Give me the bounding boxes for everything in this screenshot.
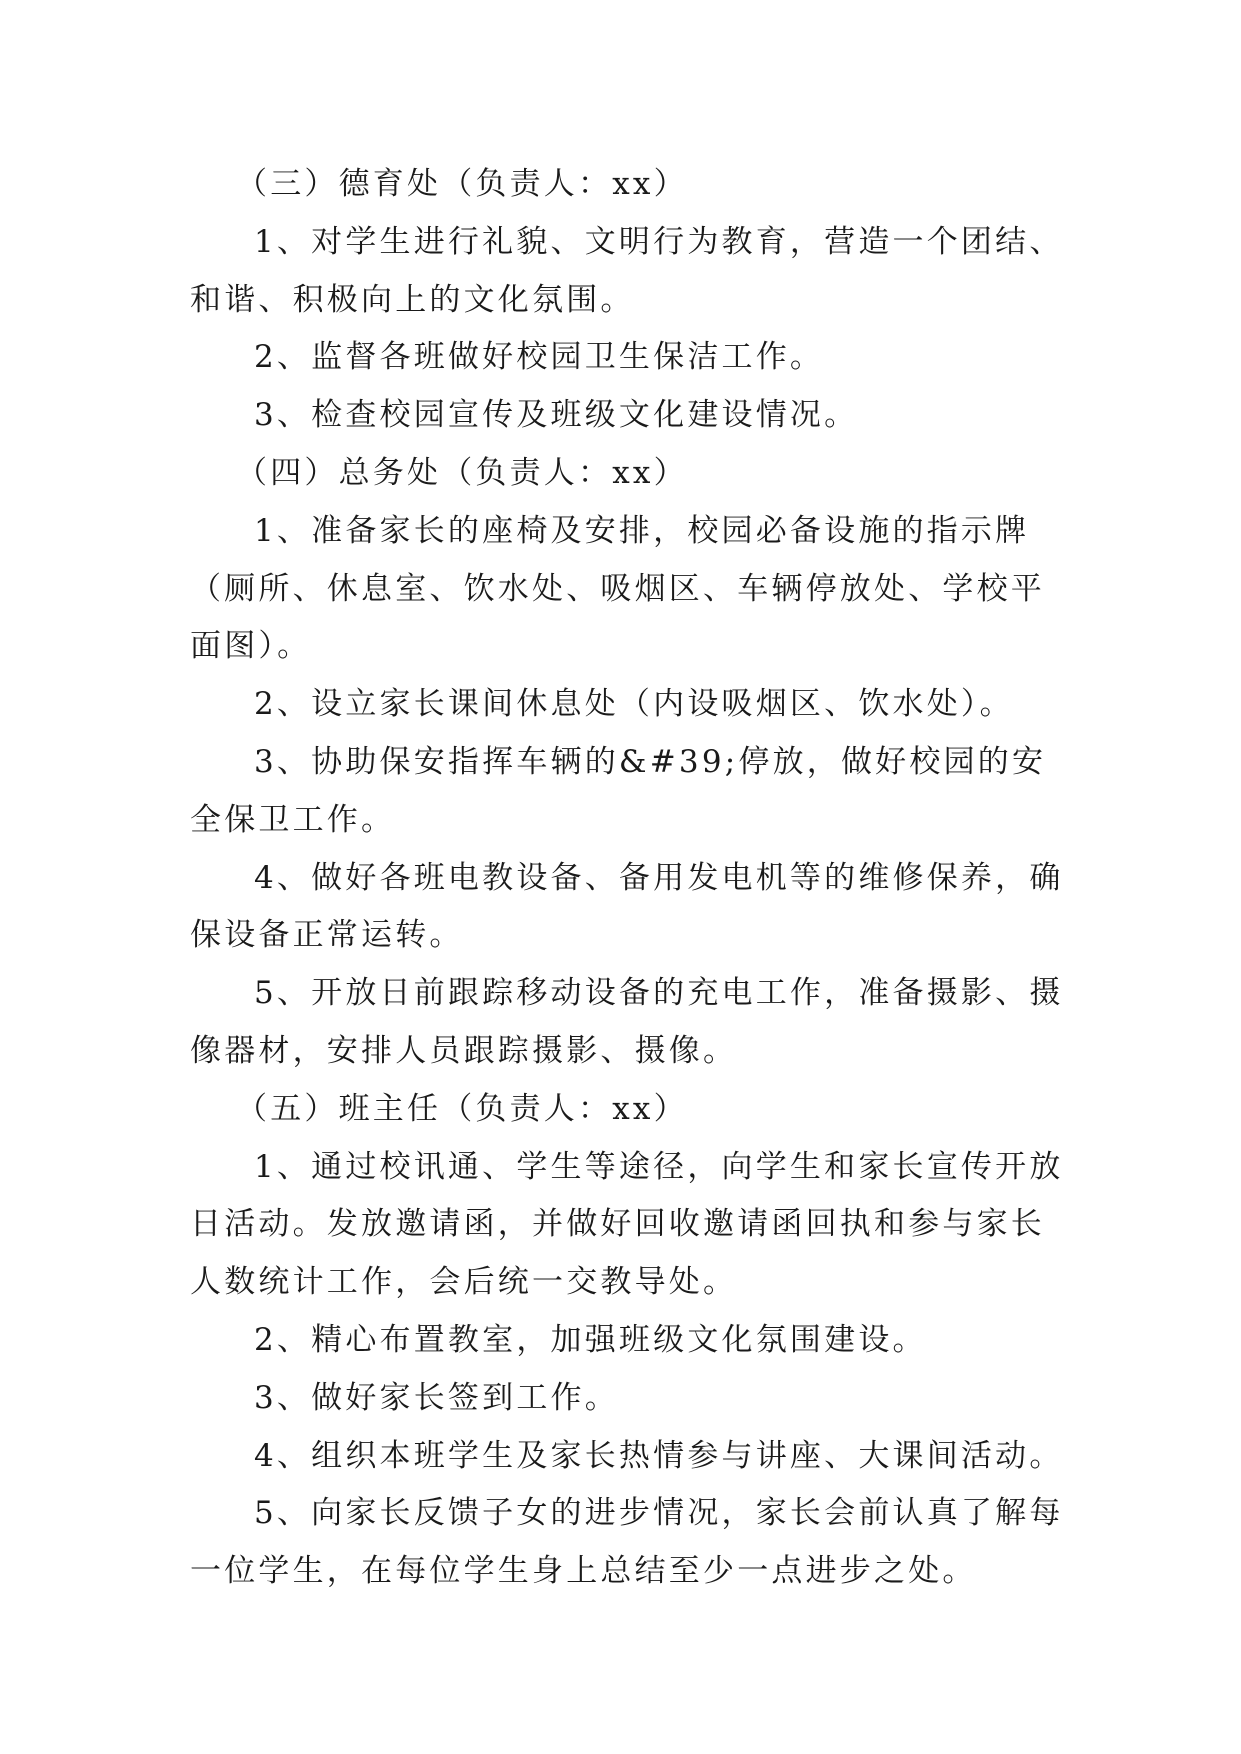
affairs-item-1: 1、准备家长的座椅及安排，校园必备设施的指示牌（厕所、休息室、饮水处、吸烟区、车辆停放处、学校平面图）。: [190, 512, 1045, 665]
moral-item-2: 2、监督各班做好校园卫生保洁工作。: [254, 339, 825, 376]
section-heading-moral-education: （三）德育处（负责人：xx）: [236, 166, 688, 202]
section-heading-class-teacher: （五）班主任（负责人：xx）: [236, 1090, 688, 1127]
moral-item-3: 3、检查校园宣传及班级文化建设情况。: [254, 397, 859, 434]
affairs-item-4: 4、做好各班电教设备、备用发电机等的维修保养，确保设备正常运转。: [190, 859, 1064, 954]
section-heading-general-affairs: （四）总务处（负责人：xx）: [236, 454, 688, 491]
teacher-item-2: 2、精心布置教室，加强班级文化氛围建设。: [254, 1321, 927, 1358]
document-body: [190, 156, 1070, 1601]
moral-item-1: 1、对学生进行礼貌、文明行为教育，营造一个团结、和谐、积极向上的文化氛围。: [190, 223, 1064, 318]
teacher-item-5: 5、向家长反馈子女的进步情况，家长会前认真了解每一位学生，在每位学生身上总结至少一点进步之处。: [190, 1495, 1064, 1590]
affairs-item-3: 3、协助保安指挥车辆的&#39;停放，做好校园的安全保卫工作。: [190, 743, 1047, 838]
teacher-item-4: 4、组织本班学生及家长热情参与讲座、大课间活动。: [254, 1437, 1064, 1474]
teacher-item-3: 3、做好家长签到工作。: [254, 1379, 619, 1416]
affairs-item-2: 2、设立家长课间休息处（内设吸烟区、饮水处）。: [254, 686, 1014, 723]
teacher-item-1: 1、通过校讯通、学生等途径，向学生和家长宣传开放日活动。发放邀请函，并做好回收邀请函回执和参与家长人数统计工作，会后统一交教导处。: [190, 1148, 1064, 1301]
affairs-item-5: 5、开放日前跟踪移动设备的充电工作，准备摄影、摄像器材，安排人员跟踪摄影、摄像。: [190, 975, 1064, 1069]
